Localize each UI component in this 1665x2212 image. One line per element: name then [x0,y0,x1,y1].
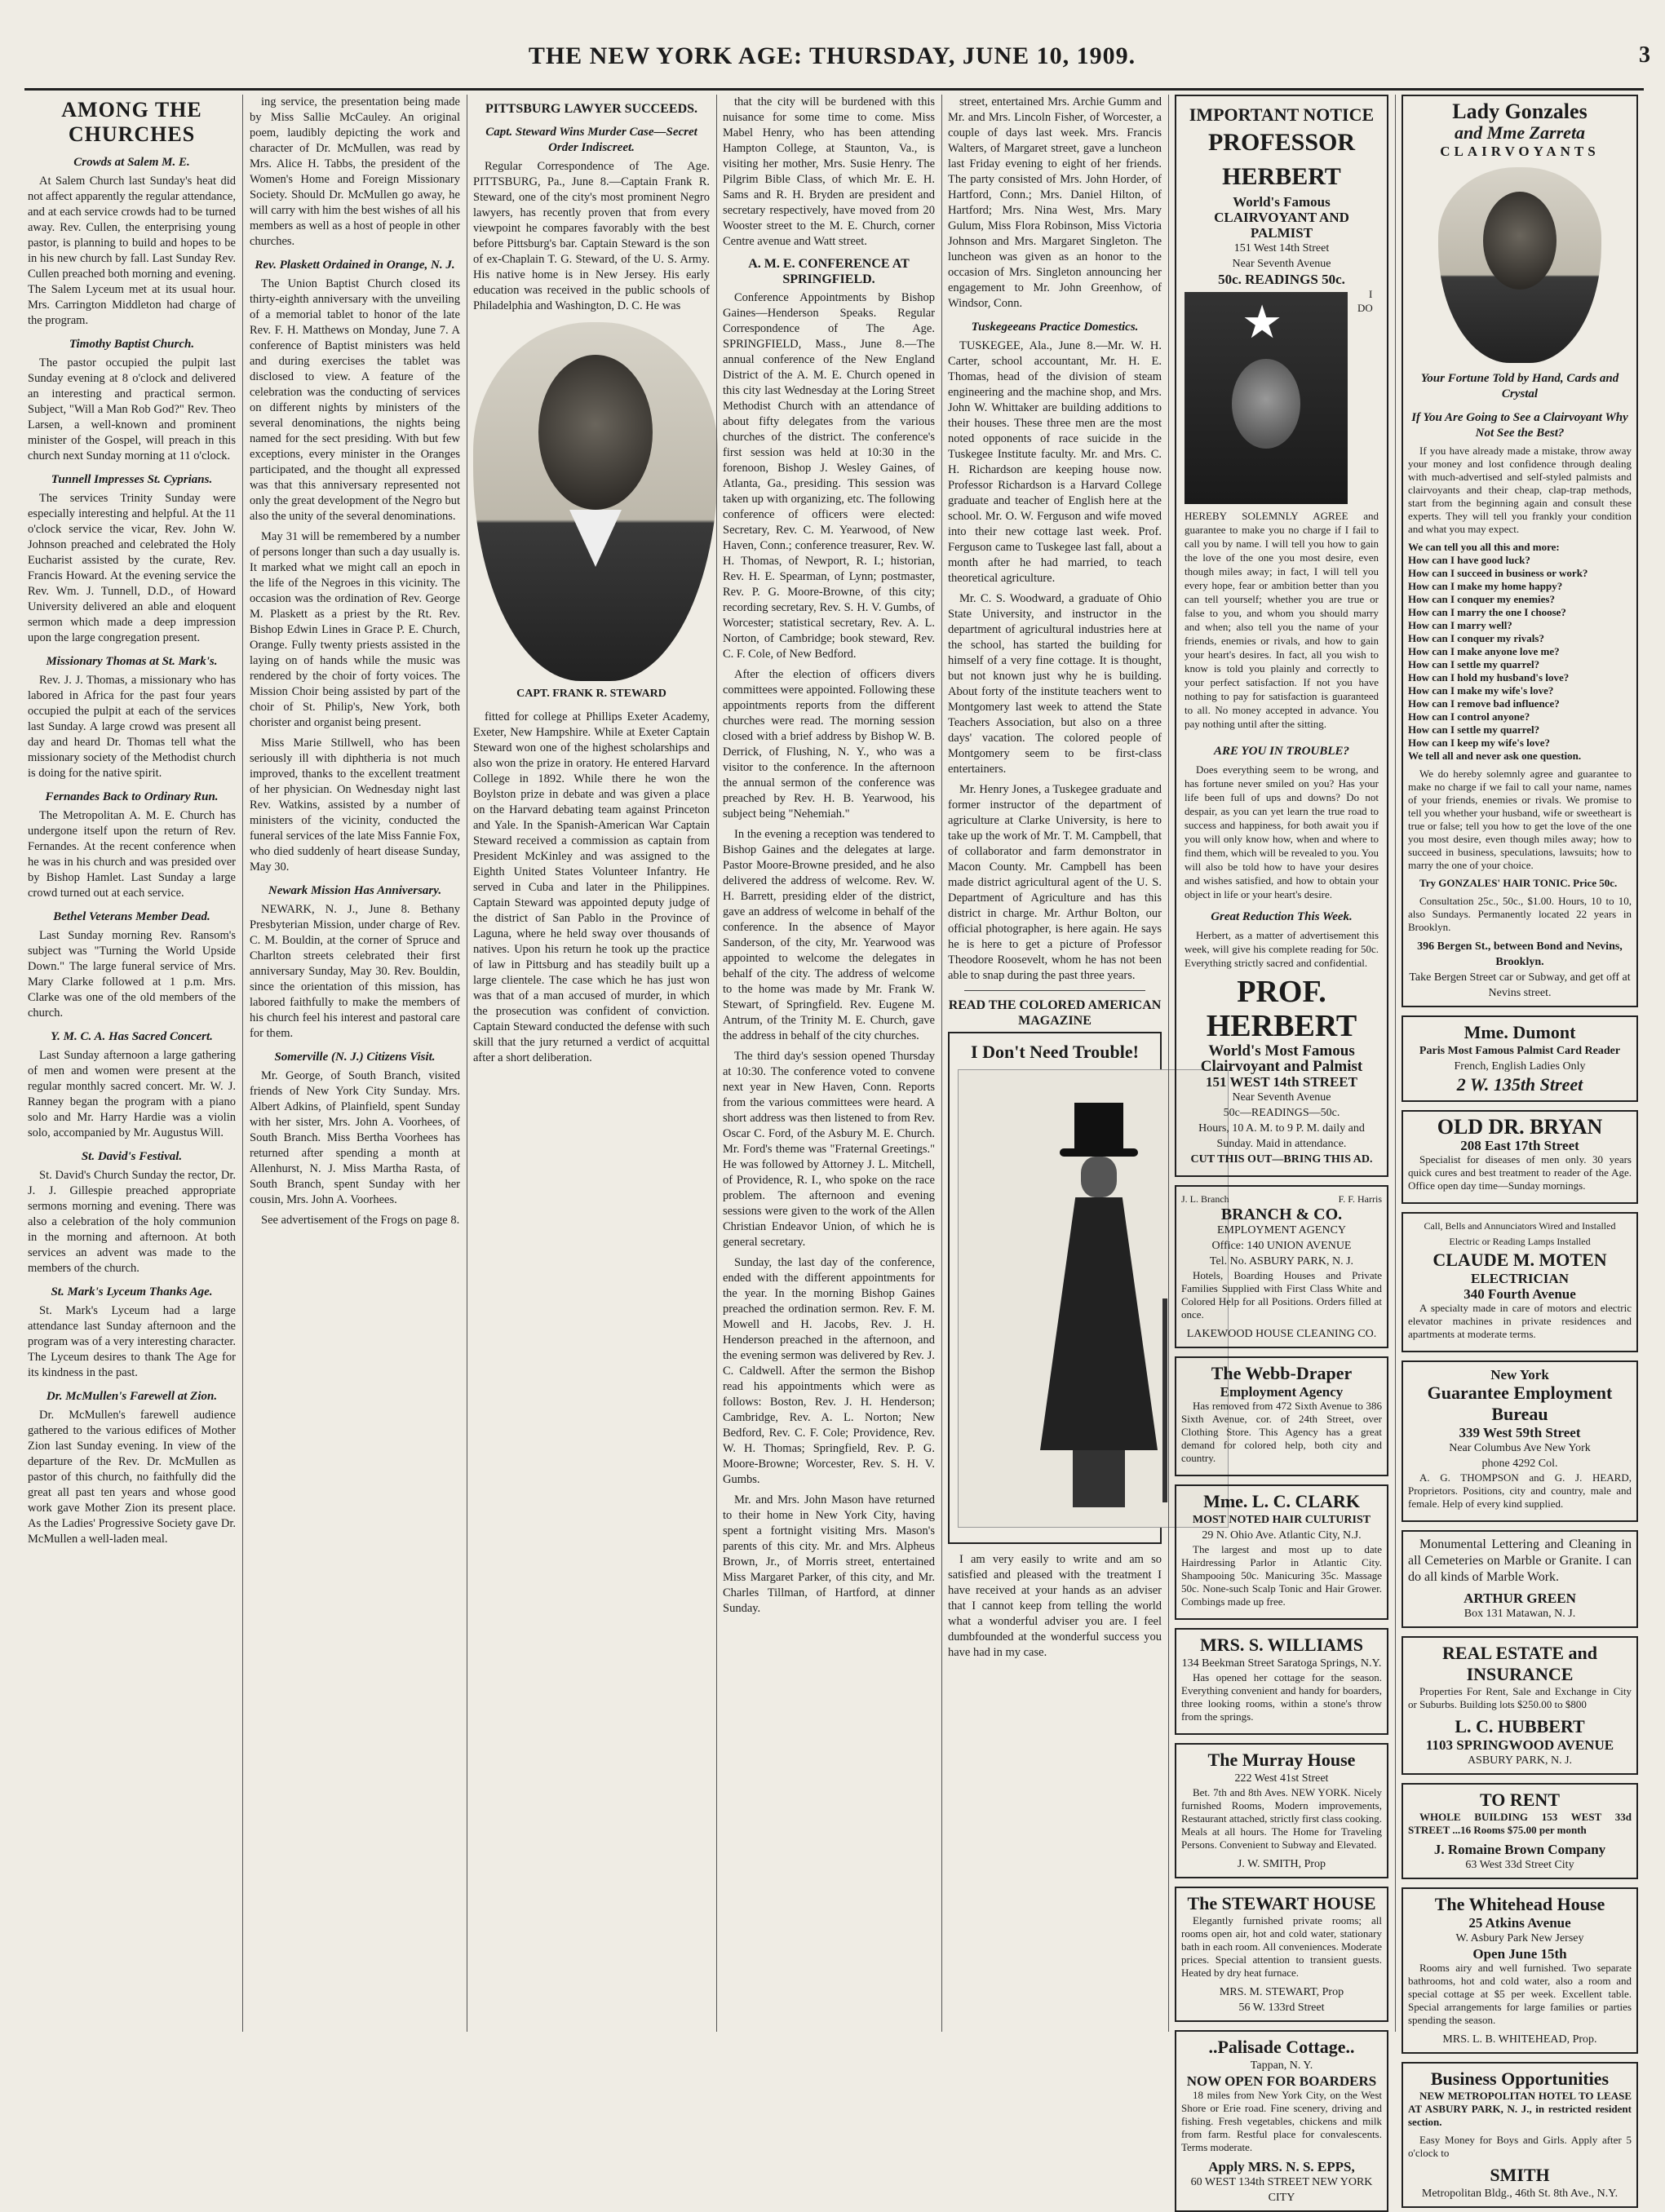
list-item: How can I make my home happy? [1408,580,1563,592]
green-ad [1402,1530,1638,1628]
list-item: How can I conquer my rivals? [1408,632,1544,644]
section-text: NEWARK, N. J., June 8. Bethany Presbyterian Mission, under charge of Rev. C. M. Bouldin, at the corner of Spruce and Charlton streets celebrated their first anniversary Sunday, May 30. Rev. Bouldin, since the orientation of this mission, has labored faithfully to make the members of his church feel his interest and pastoral care for them. [250,903,460,1040]
business-ad [1402,2062,1638,2208]
section-title: Timothy Baptist Church. [69,338,195,351]
section-text: The Metropolitan A. M. E. Church has undergone itself upon the return of Rev. Fernandes. At the recent conference when he was in his church and was presided over by Bishop Hamlet. Last Sunday a large crowd turned out at each service. [28,809,236,900]
green-text: Monumental Lettering and Cleaning in all Cemeteries on Marble or Granite. I can do all kinds of Marble Work. [1408,1537,1632,1584]
notice-title: IMPORTANT NOTICE [1189,104,1375,125]
palisade-name: ..Palisade Cottage.. [1208,2037,1355,2057]
consult: Consultation 25c., 50c., $1.00. Hours, 10 to 10, also Sundays. Permanently located 22 years in Brooklyn. [1408,895,1632,933]
branch-ad [1175,1185,1388,1348]
moten-addr: 340 Fourth Avenue [1464,1286,1576,1302]
col1-section [28,472,236,646]
williams-text: Has opened her cottage for the season. Everything convenient and handy for boarders, three looking rooms, within a stone's throw from the springs. [1181,1671,1382,1723]
prof-name: PROFESSOR HERBERT [1207,129,1356,190]
list-item: How can I marry the one I choose? [1408,606,1566,618]
guarantee-ad [1402,1360,1638,1522]
biz-text: NEW METROPOLITAN HOTEL TO LEASE AT ASBURY PARK, N. J., in restricted resident section. [1408,2090,1632,2128]
list-item: How can I settle my quarrel? [1408,658,1540,670]
section-title: Y. M. C. A. Has Sacred Concert. [51,1030,213,1043]
section-title: A. M. E. CONFERENCE AT SPRINGFIELD. [748,257,910,286]
section-text: Mr. C. S. Woodward, a graduate of Ohio State University, and instructor in the department of agricultural industries here at the school, has started the building for himself of a very fine cottage. It is thought, but not known just why he is building. About forty of the institute teachers went to Montgomery last week to attend the State Teachers Association, but also on a three days' vacation. The colored people of Montgomery seem to be first-class entertainers. [948,592,1162,776]
guar-addr2: Near Columbus Ave New York [1449,1442,1591,1454]
palisade-open: NOW OPEN FOR BOARDERS [1186,2073,1377,2089]
column-divider [716,95,717,2032]
bryan-text: Specialist for diseases of men only. 30 years quick cures and best treatment to reader of the Age. Office open day time—Sunday mornings. [1408,1153,1632,1192]
article-heading: PITTSBURG LAWYER SUCCEEDS. [485,102,698,116]
col1-section [28,155,236,329]
section-text: Sunday, the last day of the conference, ended with the different appointments for the year. In the morning Bishop Gaines preached the ordination sermon. Rev. F. M. Mowell and H. Jacobs, Rev. J. H. Henderson preached in the afternoon, and the evening sermon was delivered by Rev. J. C. Caldwell. After the sermon the Bishop read his appointments which were as follows: Boston, Rev. J. H. Henderson; Cambridge, Rev. A. L. Norton; New Bedford, Rev. C. F. Cole; Providence, Rev. W. H. Thomas; Springfield, Rev. P. G. Moore-Browne; Worcester, Rev. S. H. V. Gumbs. [723,1256,935,1486]
column-divider [1168,95,1169,2032]
lady-text2: We do hereby solemnly agree and guarantee to make no charge if we fail to call your name, names of your friends, enemies or rivals. We promise to tell you whether your husband, wife or sweetheart is true or false; tell you how to get the love of the one you most desire, even though miles away; how to succeed in business, speculations, lawsuits; how to marry the one of your choice. [1408,768,1632,871]
tonic: Try GONZALES' HAIR TONIC. Price 50c. [1419,877,1618,889]
masthead: THE NEW YORK AGE: THURSDAY, JUNE 10, 1909. [528,42,1136,69]
address2: Near Seventh Avenue [1232,258,1331,270]
webb-text: Has removed from 472 Sixth Avenue to 386 Sixth Avenue, cor. of 24th Street, over Clothing Store. This Agency has a great demand for colored help, both city and country. [1181,1400,1382,1464]
whitehead-text: Rooms airy and well furnished. Two separate bathrooms, hot and cold water, also a room and special cottage at $5 per week. Excellent table. Special arrangements for large families or parties spending the season. [1408,1962,1632,2026]
section-text: St. David's Church Sunday the rector, Dr. J. J. Gillespie preached appropriate sermons morning and evening. There was also a celebration of the holy communion in the morning and afternoon. At both services an advent was made to the members of the church. [28,1169,236,1275]
photo-caption: CAPT. FRANK R. STEWARD [516,688,666,700]
reduction-text: Herbert, as a matter of advertisement this week, will give his complete reading for 50c. Everything strictly sacred and confidential. [1185,929,1379,969]
question-list [1408,541,1632,763]
palisade-text: 18 miles from New York City, on the West Shore or Erie road. Fine scenery, driving and fishing. Fresh vegetables, chickens and milk from farm. Restful place for convalescents. Terms moderate. [1181,2089,1382,2153]
list-item: How can I have good luck? [1408,554,1530,566]
big-addr2: Near Seventh Avenue [1232,1091,1331,1104]
whitehead-open: Open June 15th [1472,1946,1567,1962]
section-text: Mr. George, of South Branch, visited friends of New York City Sunday. Mrs. Albert Adkins, of Plainfield, spent Sunday with her sister, Mrs. John A. Voorhees, of South Branch. Miss Bertha Voorhees has returned after spending a month at Allenhurst, N. J. Miss Martha Rasta, of South Branch, spent Sunday with her cousin, Mrs. John A. Voorhees. [250,1069,460,1206]
section-title: St. David's Festival. [81,1150,183,1163]
williams-name: MRS. S. WILLIAMS [1199,1635,1364,1655]
dumont-name: Mme. Dumont [1464,1022,1576,1042]
branch-left: J. L. Branch [1181,1193,1229,1205]
readings: 50c. READINGS 50c. [1218,272,1345,287]
murray-text: Bet. 7th and 8th Aves. NEW YORK. Nicely furnished Rooms, Modern improvements, Restaurant attached, strictly first class cooking. Meals at all hours. The Home for Traveling Persons. Convenient to Subway and Elevated. [1181,1786,1382,1851]
lakewood: LAKEWOOD HOUSE CLEANING CO. [1186,1328,1377,1340]
webb-ad [1175,1356,1388,1476]
stewart-prop: MRS. M. STEWART, Prop [1219,1986,1344,1998]
portrait-photo [473,322,718,681]
section-text: At Salem Church last Sunday's heat did not affect apparently the regular attendance, and at each service crowds had to be turned away. Rev. Cullen, the enterprising young pastor, is planning to build and hopes to be in his new church by fall. Last Sunday Rev. Cullen preached both morning and evening. The Salem Lyceum met at its usual hour. Mrs. Carrington Middleton had charge of the program. [28,175,236,327]
list-item: How can I keep my wife's love? [1408,737,1551,749]
column-7 [1402,95,1638,2200]
section-text: In the evening a reception was tendered to Bishop Gaines and the delegates at large. Pastor Moore-Browne presided, and he also delivered the address of welcome. Rev. W. H. Barrett, presiding elder of the district, gave an address of welcome in behalf of the conference. In the absence of Mayor Sanderson, of the city, Mr. Yearwood was appointed to welcome the delegates in behalf of the city. The address of welcome to the home was made by Mr. Frank W. Stewart, of Springfield. Rev. Eugene M. Antrum, of the Trinity M. E. Church, gave the address in behalf of the city churches. [723,828,935,1042]
whitehead-name: The Whitehead House [1434,1894,1605,1914]
moten-ad [1402,1212,1638,1352]
stewart-ad [1175,1887,1388,2022]
article-intro: Regular Correspondence of The Age. PITTSBURG, Pa., June 8.—Captain Frank R. Steward, one of the city's most prominent Negro lawyers, has recently proven that from every viewpoint he compares favorably with the best before Pittsburg's bar. Captain Steward is the son of ex-Chaplain T. G. Steward, of the U. S. Army. His native home is in New Jersey. His early education was received in the public schools of Philadelphia and Washington, D. C. He was [473,160,710,312]
stewart-text: Elegantly furnished private rooms; all rooms open air, hot and cold water, stationary bath in each room. All conveniences. Moderate prices. Special attention to transient guests. Heated by dry heat furnace. [1181,1914,1382,1979]
masthead-rule [24,88,1644,91]
branch-name: BRANCH & CO. [1220,1206,1343,1223]
section-title: Tuskegeeans Practice Domestics. [971,321,1139,334]
list-item: How can I control anyone? [1408,710,1530,723]
portrait-face [538,355,653,510]
col1-section [28,337,236,464]
clark-ad [1175,1484,1388,1620]
hubbert-name: L. C. HUBBERT [1455,1716,1585,1736]
prof-sub: World's Famous [1233,194,1331,210]
palisade-apply: Apply MRS. N. S. EPPS, [1208,2159,1355,2174]
real-head: REAL ESTATE and INSURANCE [1442,1643,1597,1684]
hat-brim [1060,1148,1138,1157]
herbert-ad [1175,95,1388,1177]
biz-text2: Easy Money for Boys and Girls. Apply after 5 o'clock to [1408,2134,1632,2159]
cartoon-heading: I Don't Need Trouble! [971,1042,1139,1062]
cane-icon [1162,1298,1167,1502]
big-sub: World's Most Famous Clairvoyant and Palmist [1200,1042,1363,1075]
section-title: Somerville (N. J.) Citizens Visit. [274,1051,436,1064]
list-item: How can I make anyone love me? [1408,645,1560,657]
moten-name: CLAUDE M. MOTEN [1433,1250,1607,1270]
section-text: Dr. McMullen's farewell audience gathered to the various edifices of Mother Zion last Sunday evening. In view of the departure of the Rev. Dr. McMullen as pastor of this church, no faithfully did the great all past ten years and whose good work gave Mother Zion its present place. As the Ladies' Progressive Society gave Dr. McMullen a well-laden meal. [28,1409,236,1546]
moten-role: ELECTRICIAN [1471,1271,1569,1286]
section-title: Bethel Veterans Member Dead. [53,910,210,923]
column-heading: AMONG THE CHURCHES [61,98,202,146]
section-text: that the city will be burdened with this nuisance for some time to come. Miss Mabel Henry, who has been attending Hampton College, at Staunton, Va., is visiting her mother, Mrs. Susie Henry. The Pilgrim Bible Class, of which Mr. E. H. Sams and R. H. Bryden are president and secretary respectively, have moved from 20 Wooster street to the M. E. Church, corner Centre avenue and Watt street. [723,95,935,248]
star-icon: ★ [1242,298,1283,348]
column-divider [242,95,243,2032]
column-divider [1395,95,1396,2032]
section-text: TUSKEGEE, Ala., June 8.—Mr. W. H. Carter, school accountant, Mr. H. E. Thomas, head of the division of steam engineering and the machine shop, and Mrs. John W. Whittaker are building additions to their houses. These three men are the most noted opponents of race suicide in the Tuskegee Institute faculty. Mr. and Mrs. C. H. Richardson are keeping house now. Professor Richardson is a Harvard College graduate and teacher of English here at the school. Mr. O. W. Ferguson and wife moved into their new cottage last week. Prof. Ferguson came to Tuskegee last fall, about a month after he had married, to teach theoretical agriculture. [948,339,1162,585]
col1-section [28,1149,236,1276]
lady-role: CLAIRVOYANTS [1440,144,1600,159]
lady-name2: and Mme Zarreta [1454,122,1586,143]
williams-ad [1175,1628,1388,1735]
section-text: Last Sunday morning Rev. Ransom's subject was "Turning the World Upside Down." The large funeral service of Mrs. Mary Clarke followed at 1 p.m. Mrs. Clarke was one of the old members of the church. [28,929,236,1020]
hubbert-addr2: ASBURY PARK, N. J. [1467,1754,1573,1767]
whitehead-addr: 25 Atkins Avenue [1468,1915,1571,1931]
branch-text: Hotels, Boarding Houses and Private Families Supplied with First Class White and Colored Help for all Positions. Orders filled at once. [1181,1269,1382,1321]
stewart-addr: 56 W. 133rd Street [1238,2002,1325,2014]
romaine-addr: 63 West 33d Street City [1465,1859,1574,1871]
list-item: How can I settle my quarrel? [1408,723,1540,736]
photo-face [1232,359,1300,449]
green-addr: Box 131 Matawan, N. J. [1464,1608,1576,1620]
clark-name: Mme. L. C. CLARK [1203,1491,1360,1511]
murray-prop: J. W. SMITH, Prop [1237,1858,1326,1870]
pledge-text: I DO HEREBY SOLEMNLY AGREE and guarantee to make you no charge if I fail to call you by name. I will tell you how to gain the love of the one you most desire, even though miles away; in fact, I will tell you every hope, fear or ambition better than you can tell yourself; whether you are true or false to you, and whom you should marry and when; also tell you the name of your friends, enemies or rivals, and how to gain your heart's desires. In fact, all you wish to know is told you plainly and correctly to your perfect satisfaction. If not you have nothing to pay for satisfaction is guaranteed to all. No money accepted in advance. You pay nothing until after the sitting. [1185,288,1379,730]
section-text: The Union Baptist Church closed its thirty-eighth anniversary with the unveiling of a memorial tablet to honor of the late Rev. F. H. Matthews on Monday, June 7. A conference of Baptist ministers was held and during exercises the tablet was disclosed to view. A feature of the celebration was the conducting of services on different nights by ministers of the several denominations, the nights being named for the sect presiding. With but few exceptions, every minister in the Oranges participated, and the thought all expressed was that this anniversary represented not only the great development of the Negro but also the unity of the several denominations. [250,277,460,523]
palisade-loc: Tappan, N. Y. [1250,2059,1313,2072]
dumont-addr: 2 W. 135th Street [1456,1074,1583,1095]
realestate-ad [1402,1636,1638,1775]
section-title: Rev. Plaskett Ordained in Orange, N. J. [255,259,455,272]
biz-addr: Metropolitan Bldg., 46th St. 8th Ave., N.Y. [1421,2188,1619,2200]
lady-photo [1438,167,1601,363]
hubbert-addr: 1103 SPRINGWOOD AVENUE [1425,1737,1614,1753]
branch-right: F. F. Harris [1338,1193,1382,1205]
article-body: fitted for college at Phillips Exeter Academy, Exeter, New Hampshire. While at Exeter Captain Steward won one of the highest scholarships and also won the prize in oratory. He entered Harvard College in 1892. While there he won the Boylston prize in debate and was given a place on the Harvard debating team against Princeton and Yale. In the Spanish-American War Captain Steward received a commission as captain from President McKinley and was assigned to the Eighth United States Volunteer Infantry. He served in Cuba and later in the Philippines. Captain Steward was appointed deputy judge of the district of San Pablo in the Province of Laguna, where he held sway over thousands of natives. Upon his return he took up the practice of law in Pittsburg and has steadily built up a large clientele. The case which he has just won was that of a man accused of murder, in which the prosecution was confident of conviction. Captain Steward conducted the defense with such skill that the jury returned a verdict of acquittal after a short deliberation. [473,710,710,1064]
branch-sub: EMPLOYMENT AGENCY [1216,1224,1347,1237]
figure-coat [1040,1197,1158,1450]
webb-sub: Employment Agency [1220,1384,1344,1400]
murray-addr: 222 West 41st Street [1234,1772,1329,1785]
murray-name: The Murray House [1207,1750,1356,1770]
herbert-photo [1185,292,1348,504]
reduction-heading: Great Reduction This Week. [1211,910,1353,923]
section-text: The services Trinity Sunday were especially interesting and helpful. At the 11 o'clock service the vicar, Rev. John W. Johnson preached and celebrated the Holy Eucharist assisted by the curate, Rev. Francis Howard. At the evening service the Rev. Wm. J. Tunnell, D.D., of Howard University delivered an able and eloquent sermon which made a deep impression upon the large congregation present. [28,492,236,644]
list-item: How can I make my wife's love? [1408,684,1554,697]
fortune-head: Your Fortune Told by Hand, Cards and Crystal [1420,372,1619,400]
section-text: Mr. Henry Jones, a Tuskegee graduate and former instructor of the department of agriculture at Clarke University, is here to take up the work of Mr. T. M. Campbell, that of collaborator and farm demonstrator in Macon County. Mr. Campbell has been made district agricultural agent of the U. S. Department of Agriculture and has this district in charge. Mr. Arthur Bolton, our official photographer, is here again. He says he is here to get a picture of Professor Theodore Roosevelt, whom he has not been able to snap during the past three years. [948,783,1162,982]
section-text: ing service, the presentation being made by Miss Sallie McCauley. An original poem, laudibly depicting the work and character of Dr. McMullen, was read by Mrs. Alice H. Tabbs, the president of the Women's Home and Foreign Missionary Society. Should Dr. McMullen go away, he will carry with him the best wishes of all his members as well as a host of people in other churches. [250,95,460,248]
guar-addr: 339 West 59th Street [1459,1425,1581,1440]
biz-head: Business Opportunities [1430,2068,1610,2089]
column-6 [1175,95,1388,2204]
section-title: Newark Mission Has Anniversary. [268,884,442,897]
list-item: We tell all and never ask one question. [1408,750,1582,762]
biz-name: SMITH [1490,2165,1550,2185]
big-addr: 151 WEST 14th STREET [1206,1074,1357,1090]
moten-head: Call, Bells and Annunciators Wired and Installed Electric or Reading Lamps Installed [1424,1220,1616,1247]
section-text: The third day's session opened Thursday at 10:30. The conference voted to convene next year in New Haven, Conn. Reports from the various committees were heard. A short address was then listened to from Rev. Oscar C. Ford, of the Asbury M. E. Church. Mr. Ford's theme was "Fraternal Greetings." He was followed by Attorney J. L. Mitchell, of Providence, R. I., who spoke on the race problem. The afternoon and evening sessions were given to the work of the Allen Christian Endeavor Union, of which he is general secretary. [723,1050,935,1249]
column-divider [941,95,942,2032]
gonzales-ad [1402,95,1638,1007]
portrait-collar [569,510,622,567]
whitehead-ad [1402,1887,1638,2054]
col1-section [28,1389,236,1547]
hours: Hours, 10 A. M. to 9 P. M. daily and Sunday. Maid in attendance. [1198,1122,1365,1150]
col1-section [28,654,236,781]
trouble-text: Does everything seem to be wrong, and has fortune never smiled on you? Has your life been full of ups and downs? Do not despair, as you can yet learn the true road to success and happiness, for both await you if you will only know how, when and where to find them, which will be revealed to you. You will also be told how to have your desires and wishes satisfied, and how to obtain your object in life or your heart's desire. [1185,763,1379,900]
column-5 [948,95,1162,2032]
green-name: ARTHUR GREEN [1464,1590,1576,1606]
rent-text: WHOLE BUILDING 153 WEST 33d STREET ...16 Rooms $75.00 per month [1408,1811,1632,1836]
section-text: Mr. and Mrs. John Mason have returned to their home in New York City, having spent a fortnight visiting Mrs. Mason's parents of this city. Mr. and Mrs. Alpheus Brown, Jr., of Morris street, entertained Miss Margaret Parker, of this city, and Mr. Charles Tillman, of Hartford, at dinner Sunday. [723,1493,935,1615]
list-item: How can I hold my husband's love? [1408,671,1570,684]
lady-trans: Take Bergen Street car or Subway, and get off at Nevins street. [1409,971,1631,999]
column-4 [723,95,935,2032]
stewart-name: The STEWART HOUSE [1187,1893,1376,1913]
branch-office: Office: 140 UNION AVENUE [1211,1240,1352,1252]
figure-head [1081,1157,1117,1197]
section-text: May 31 will be remembered by a number of persons longer than such a day usually is. It marked what we might call an epoch in the life of the Negroes in this vicinity. The occasion was the ordination of Rev. George M. Plaskett as a priest by the Rt. Rev. Bishop Edwin Lines in Grace P. E. Church, Orange. Fully twenty priests assisted in the laying on of hands while the music was rendered by the choir of forty voices. The Mission Choir being assisted by part of the choir of St. Philip's, New York, both chorister and organist being present. [250,530,460,729]
section-text: Conference Appointments by Bishop Gaines—Henderson Speaks. Regular Correspondence of The Age. SPRINGFIELD, Mass., June 8.—The annual conference of the New England District of the A. M. E. Church opened in this city last Wednesday at the Loring Street Methodist Church with an attendance of about fifty delegates from the various churches of the district. The conference's first session was held at 10:30 in the forenoon, Bishop J. Wesley Gaines, of Atlanta, Ga., presiding. This session was taken up with organizing, etc. The following conference of officers were elected: Secretary, Rev. C. M. Yearwood, of New Haven, Conn.; conference treasurer, Rev. W. H. Thomas, of Newport, R. I.; historian, Rev. H. E. Spearman, of Lynn; postmaster, Rev. P. G. Moore-Browne, of this city; recording secretary, Rev. S. H. V. Gumbs, of Worcester; statistical secretary, Rev. A. L. Norton, of Cambridge; book steward, Rev. C. F. Cole, of New Bedford. [723,291,935,661]
section-title: Missionary Thomas at St. Mark's. [46,655,218,668]
divider [964,990,1145,991]
column-1 [28,95,236,2032]
lady-name: Lady Gonzales [1452,100,1588,123]
list-item: How can I conquer my enemies? [1408,593,1555,605]
section-text: Last Sunday afternoon a large gathering of men and women were present at the regular monthly sacred concert. Mr. W. J. Ranney began the program with a piano solo and Mr. Harry Hardie was a violin solo, accompanied by Mr. Augustus Will. [28,1049,236,1139]
murray-ad [1175,1743,1388,1878]
clark-sub: MOST NOTED HAIR CULTURIST [1192,1514,1371,1526]
romaine: J. Romaine Brown Company [1433,1842,1606,1857]
big-readings: 50c—READINGS—50c. [1223,1107,1340,1119]
lady-addr: 396 Bergen St., between Bond and Nevins, Brooklyn. [1417,940,1623,968]
guar-text: A. G. THOMPSON and G. J. HEARD, Proprietors. Positions, city and country, male and female. Help of every kind supplied. [1408,1471,1632,1510]
list-item: How can I marry well? [1408,619,1512,631]
section-text: See advertisement of the Frogs on page 8. [261,1214,460,1227]
figure-legs [1073,1450,1125,1507]
section-text: Rev. J. J. Thomas, a missionary who has labored in Africa for the past four years occupied the pulpit at each of the services last Sunday. A large crowd was present all day and heard Dr. Thomas tell what the missionary society of the Methodist church is doing for the native spirit. [28,674,236,780]
cut-out: CUT THIS OUT—BRING THIS AD. [1190,1153,1373,1166]
bryan-name: OLD DR. BRYAN [1437,1115,1603,1139]
whitehead-addr2: W. Asbury Park New Jersey [1455,1932,1584,1944]
fortune-q: If You Are Going to See a Clairvoyant Why Not See the Best? [1411,411,1628,440]
bryan-ad [1402,1110,1638,1204]
section-title: Fernandes Back to Ordinary Run. [45,790,219,803]
section-title: Dr. McMullen's Farewell at Zion. [46,1390,218,1403]
list-item: How can I succeed in business or work? [1408,567,1588,579]
column-2 [250,95,460,2032]
branch-tel: Tel. No. ASBURY PARK, N. J. [1209,1255,1354,1267]
real-text: Properties For Rent, Sale and Exchange in City or Suburbs. Building lots $250.00 to $800 [1408,1685,1632,1710]
column-3 [473,95,710,2032]
section-title: Crowds at Salem M. E. [73,156,190,169]
list-item: We can tell you all this and more: [1408,541,1560,553]
guar-name: Guarantee Employment Bureau [1427,1382,1613,1424]
list-item: How can I remove bad influence? [1408,697,1560,710]
prof-role: CLAIRVOYANT AND PALMIST [1214,210,1349,241]
top-hat-icon [1074,1103,1123,1152]
section-title: St. Mark's Lyceum Thanks Age. [51,1285,213,1298]
cartoon-text: I am very easily to write and am so satisfied and pleased with the treatment I have received at your hands as an adviser that I cannot keep from telling the world what a wonderful adviser you are. I feel dumbfounded at the wonderful success you have had in my case. [948,1553,1162,1659]
section-text: After the election of officers divers committees were appointed. Following these appointments reports from the different churches were read. The morning session closed with a brief address by Bishop W. B. Derrick, of Flushing, N. Y., who was a visitor to the conference. In the afternoon the annual sermon of the conference was preached by Rev. H. B. Yearwood, his subject being "Nehemiah." [723,668,935,821]
section-text: Miss Marie Stillwell, who has been seriously ill with diphtheria is not much improved, thanks to the excellent treatment of her physician. On Wednesday night last Rev. Watkins, assisted by a number of ministers of the vicinity, conducted the funeral services of the late Miss Fannie Fox, who died suddenly of heart disease Sunday, May 30. [250,737,460,874]
section-text: The pastor occupied the pulpit last Sunday evening at 8 o'clock and delivered an interesting and practical sermon. Subject, "Will a Man Rob God?" Rev. Theo Larsen, a well-known and prominent minister of the Gospel, will preach in this church next Sunday morning at 11 o'clock. [28,356,236,462]
bryan-addr: 208 East 17th Street [1460,1138,1579,1153]
page-number: 3 [1639,42,1650,68]
lady-face [1483,192,1557,290]
cartoon-box [948,1032,1162,1544]
moten-text: A specialty made in care of motors and electric elevator machines in private residences and apartments at moderate terms. [1408,1302,1632,1340]
guar-phone: phone 4292 Col. [1481,1458,1558,1470]
rent-ad [1402,1783,1638,1879]
rent-head: TO RENT [1479,1790,1560,1810]
trouble-heading: ARE YOU IN TROUBLE? [1214,745,1349,758]
clark-text: The largest and most up to date Hairdressing Parlor in Atlantic City. Shampooing 50c. Manicuring 35c. Massage 50c. None-such Scalp Tonic and Hair Grower. Combings made up free. [1181,1543,1382,1608]
section-text: street, entertained Mrs. Archie Gumm and Mr. and Mrs. Lincoln Fisher, of Worcester, a couple of days last week. Mrs. Francis Walters, of Margaret street, gave a luncheon last Friday evening to eight of her friends. The party consisted of Mrs. John Horder, of Hartford, Conn.; Mrs. Daniel Hilton, of Hartford; Mrs. Nina West, Mrs. Mary Gulum, Miss Flora Robinson, Miss Victoria Johnson and Mrs. Margaret Singleton. The luncheon was given as an honor to the occasion of Mrs. Singleton announcing her engagement to Mr. John Greenhow, of Windsor, Conn. [948,95,1162,310]
section-text: St. Mark's Lyceum had a large attendance last Sunday afternoon and the program was of a very interesting character. The Lyceum desires to thank The Age for its kindness in the past. [28,1304,236,1379]
dumont-ad [1402,1015,1638,1102]
whitehead-prop: MRS. L. B. WHITEHEAD, Prop. [1442,2033,1597,2046]
palisade-ad [1175,2030,1388,2212]
dumont-lang: French, English Ladies Only [1454,1060,1586,1073]
magazine-ad: READ THE COLORED AMERICAN MAGAZINE [948,998,1162,1028]
dumont-sub: Paris Most Famous Palmist Card Reader [1419,1045,1621,1057]
article-subheading: Capt. Steward Wins Murder Case—Secret Order Indiscreet. [485,126,697,154]
col1-section [28,1029,236,1141]
address: 151 West 14th Street [1233,242,1330,254]
clark-addr: 29 N. Ohio Ave. Atlantic City, N.J. [1202,1529,1362,1542]
big-name: PROF. HERBERT [1206,975,1357,1043]
section-title: Tunnell Impresses St. Cyprians. [51,473,213,486]
col1-section [28,1285,236,1381]
guar-head: New York [1490,1367,1549,1382]
col1-section [28,909,236,1021]
col1-section [28,790,236,901]
williams-addr: 134 Beekman Street Saratoga Springs, N.Y. [1181,1657,1382,1670]
webb-name: The Webb-Draper [1211,1363,1353,1383]
palisade-addr: 60 WEST 134th STREET NEW YORK CITY [1190,2176,1373,2204]
fortune-text: If you have already made a mistake, throw away your money and lost confidence through dealing with much-advertised and self-styled palmists and clairvoyants and their cheap, clap-trap methods, start from the beginning again and consult these experts. They will tell you frankly your condition and what you may expect. [1408,445,1632,535]
